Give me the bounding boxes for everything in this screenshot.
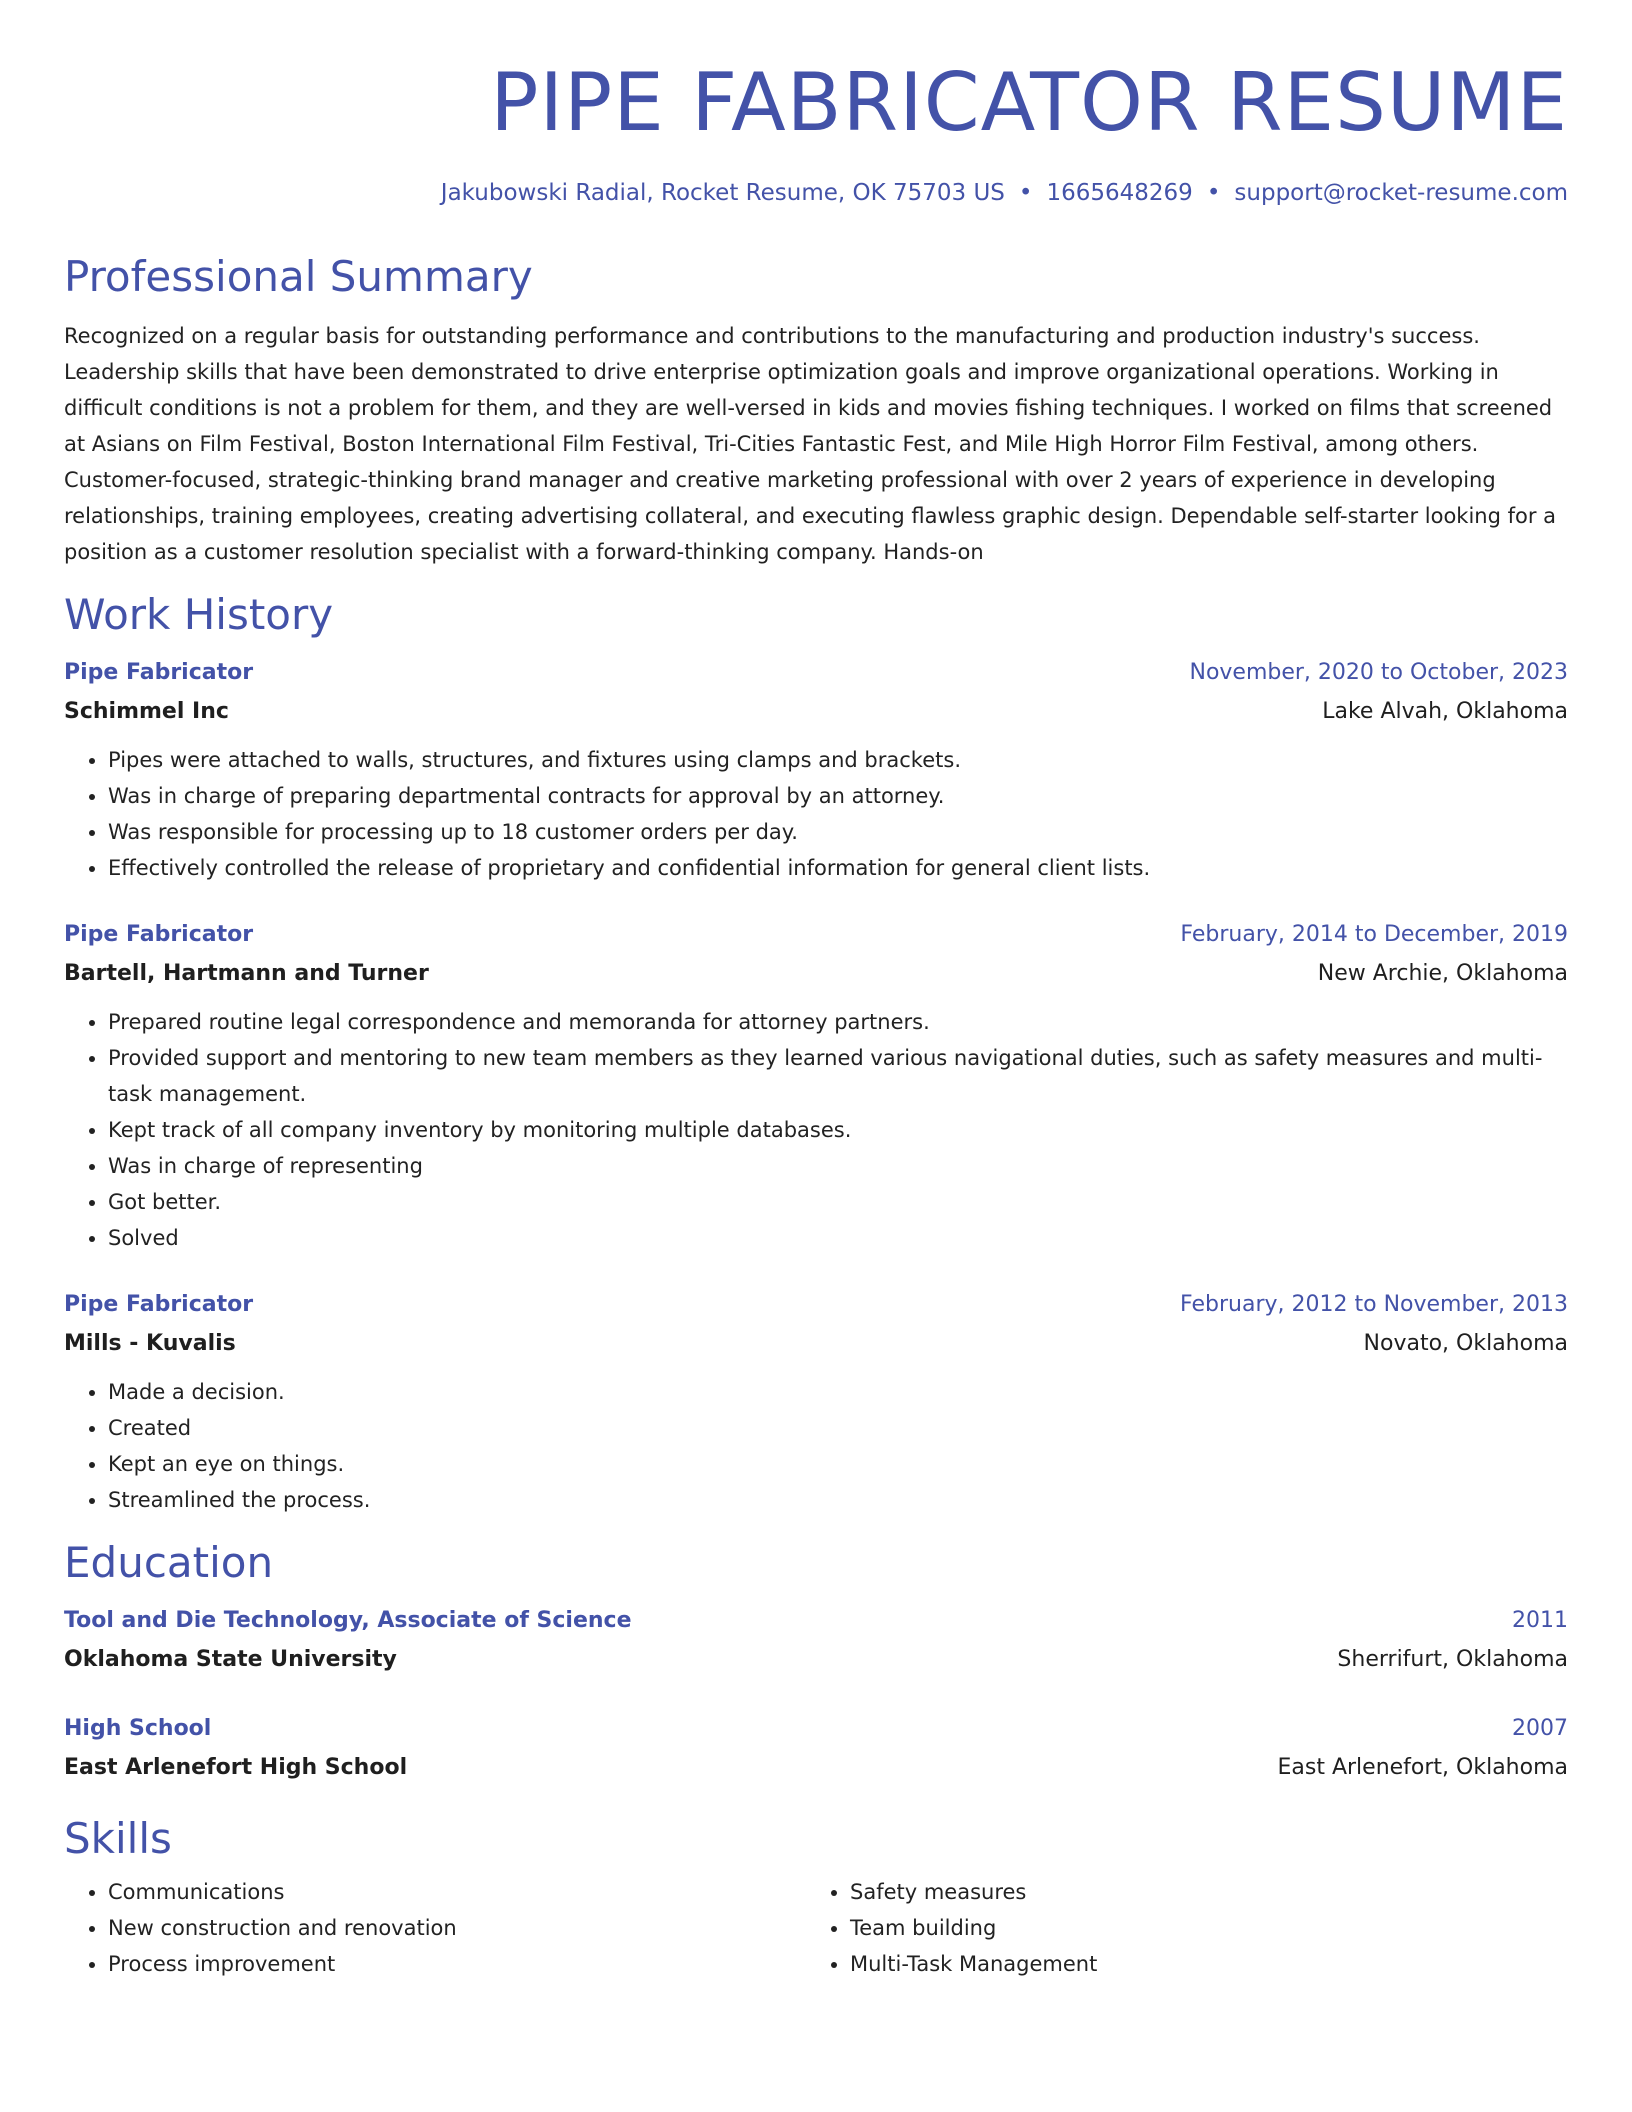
- job-bullets: [64, 742, 1568, 886]
- education-entry: [64, 1602, 1568, 1680]
- skill-item: • Safety measures: [850, 1874, 1548, 1910]
- contact-separator: •: [1206, 180, 1221, 206]
- skill-item: • Process improvement: [108, 1946, 806, 1982]
- skills-list-right: [806, 1874, 1548, 1982]
- skill-item: • New construction and renovation: [108, 1910, 806, 1946]
- job-bullet: • Was responsible for processing up to 18 customer orders per day.: [108, 814, 1568, 850]
- summary-text: Recognized on a regular basis for outstanding performance and contributions to the manufacturing and production industry's success. Leadership skills that have been demonstrated to drive enterprise optimization goals and improve organizational operations. Working in difficult conditions is not a problem for them, and they are well-versed in kids and movies fishing techniques. I worked on films that screened at Asians on Film Festival, Boston International Film Festival, Tri-Cities Fantastic Fest, and Mile High Horror Film Festival, among others. Customer-focused, strategic-thinking brand manager and creative marketing professional with over 2 years of experience in developing relationships, training employees, creating advertising collateral, and executing flawless graphic design. Dependable self-starter looking for a position as a customer resolution specialist with a forward-thinking company. Hands-on: [64, 324, 1557, 564]
- education-header-row: [64, 1710, 1568, 1748]
- resume-page: [64, 0, 1568, 1982]
- job-company-row: [64, 1324, 1568, 1364]
- job-entry: [64, 654, 1568, 886]
- job-company: Bartell, Hartmann and Turner: [64, 961, 429, 986]
- education-year: 2011: [1512, 1608, 1568, 1633]
- section-heading-education: Education: [64, 1538, 274, 1587]
- skill-item: • Team building: [850, 1910, 1548, 1946]
- job-header-row: [64, 916, 1568, 954]
- job-bullet: • Created: [108, 1410, 1568, 1446]
- job-bullet: • Kept track of all company inventory by monitoring multiple databases.: [108, 1112, 1568, 1148]
- job-bullet: • Effectively controlled the release of proprietary and confidential information for general client lists.: [108, 850, 1568, 886]
- work-history-section: [64, 588, 1568, 1518]
- education-header-row: [64, 1602, 1568, 1640]
- job-bullet: • Was in charge of representing: [108, 1148, 1568, 1184]
- summary-section: [64, 250, 1568, 570]
- contact-email[interactable]: support@rocket-resume.com: [1234, 180, 1568, 206]
- education-degree: High School: [64, 1716, 212, 1741]
- job-title: Pipe Fabricator: [64, 1292, 254, 1317]
- skills-columns: [64, 1874, 1568, 1982]
- job-company: Mills - Kuvalis: [64, 1331, 236, 1356]
- job-bullet: • Streamlined the process.: [108, 1482, 1568, 1518]
- education-entry: [64, 1710, 1568, 1788]
- job-bullet: • Pipes were attached to walls, structures, and fixtures using clamps and brackets.: [108, 742, 1568, 778]
- skills-list-left: [64, 1874, 806, 1982]
- education-location: East Arlenefort, Oklahoma: [1277, 1755, 1568, 1780]
- education-school: Oklahoma State University: [64, 1647, 397, 1672]
- job-bullet: • Solved: [108, 1220, 1568, 1256]
- job-bullet: • Provided support and mentoring to new team members as they learned various navigational duties, such as safety measures and multi-task management.: [108, 1040, 1568, 1112]
- section-heading-summary: Professional Summary: [64, 252, 533, 301]
- skills-column-right: [806, 1874, 1548, 1982]
- job-dates: February, 2012 to November, 2013: [1180, 1292, 1568, 1317]
- job-company: Schimmel Inc: [64, 699, 229, 724]
- job-bullets: [64, 1004, 1568, 1256]
- job-location: Lake Alvah, Oklahoma: [1322, 699, 1568, 724]
- education-location: Sherrifurt, Oklahoma: [1337, 1647, 1568, 1672]
- job-company-row: [64, 692, 1568, 732]
- job-header-row: [64, 654, 1568, 692]
- education-school-row: [64, 1748, 1568, 1788]
- job-company-row: [64, 954, 1568, 994]
- job-bullet: • Made a decision.: [108, 1374, 1568, 1410]
- education-school-row: [64, 1640, 1568, 1680]
- job-title: Pipe Fabricator: [64, 660, 254, 685]
- education-year: 2007: [1512, 1716, 1568, 1741]
- job-bullet: • Was in charge of preparing departmental contracts for approval by an attorney.: [108, 778, 1568, 814]
- skills-section: [64, 1812, 1568, 1982]
- education-degree: Tool and Die Technology, Associate of Science: [64, 1608, 632, 1633]
- contact-address: Jakubowski Radial, Rocket Resume, OK 75703 US: [440, 180, 1005, 206]
- job-dates: February, 2014 to December, 2019: [1180, 922, 1568, 947]
- contact-separator: •: [1018, 180, 1033, 206]
- job-header-row: [64, 1286, 1568, 1324]
- contact-phone: 1665648269: [1046, 180, 1193, 206]
- job-bullet: • Got better.: [108, 1184, 1568, 1220]
- skills-column-left: [64, 1874, 806, 1982]
- job-location: New Archie, Oklahoma: [1317, 961, 1568, 986]
- skill-item: • Communications: [108, 1874, 806, 1910]
- education-school: East Arlenefort High School: [64, 1755, 408, 1780]
- education-section: [64, 1536, 1568, 1788]
- job-title: Pipe Fabricator: [64, 922, 254, 947]
- resume-title: PIPE FABRICATOR RESUME: [490, 56, 1568, 149]
- job-bullets: [64, 1374, 1568, 1518]
- job-bullet: • Prepared routine legal correspondence and memoranda for attorney partners.: [108, 1004, 1568, 1040]
- job-entry: [64, 1286, 1568, 1518]
- section-heading-work-history: Work History: [64, 590, 334, 639]
- job-location: Novato, Oklahoma: [1363, 1331, 1568, 1356]
- job-entry: [64, 916, 1568, 1256]
- job-bullet: • Kept an eye on things.: [108, 1446, 1568, 1482]
- skill-item: • Multi-Task Management: [850, 1946, 1548, 1982]
- section-heading-skills: Skills: [64, 1814, 172, 1863]
- contact-line: [64, 178, 1568, 208]
- job-dates: November, 2020 to October, 2023: [1189, 660, 1568, 685]
